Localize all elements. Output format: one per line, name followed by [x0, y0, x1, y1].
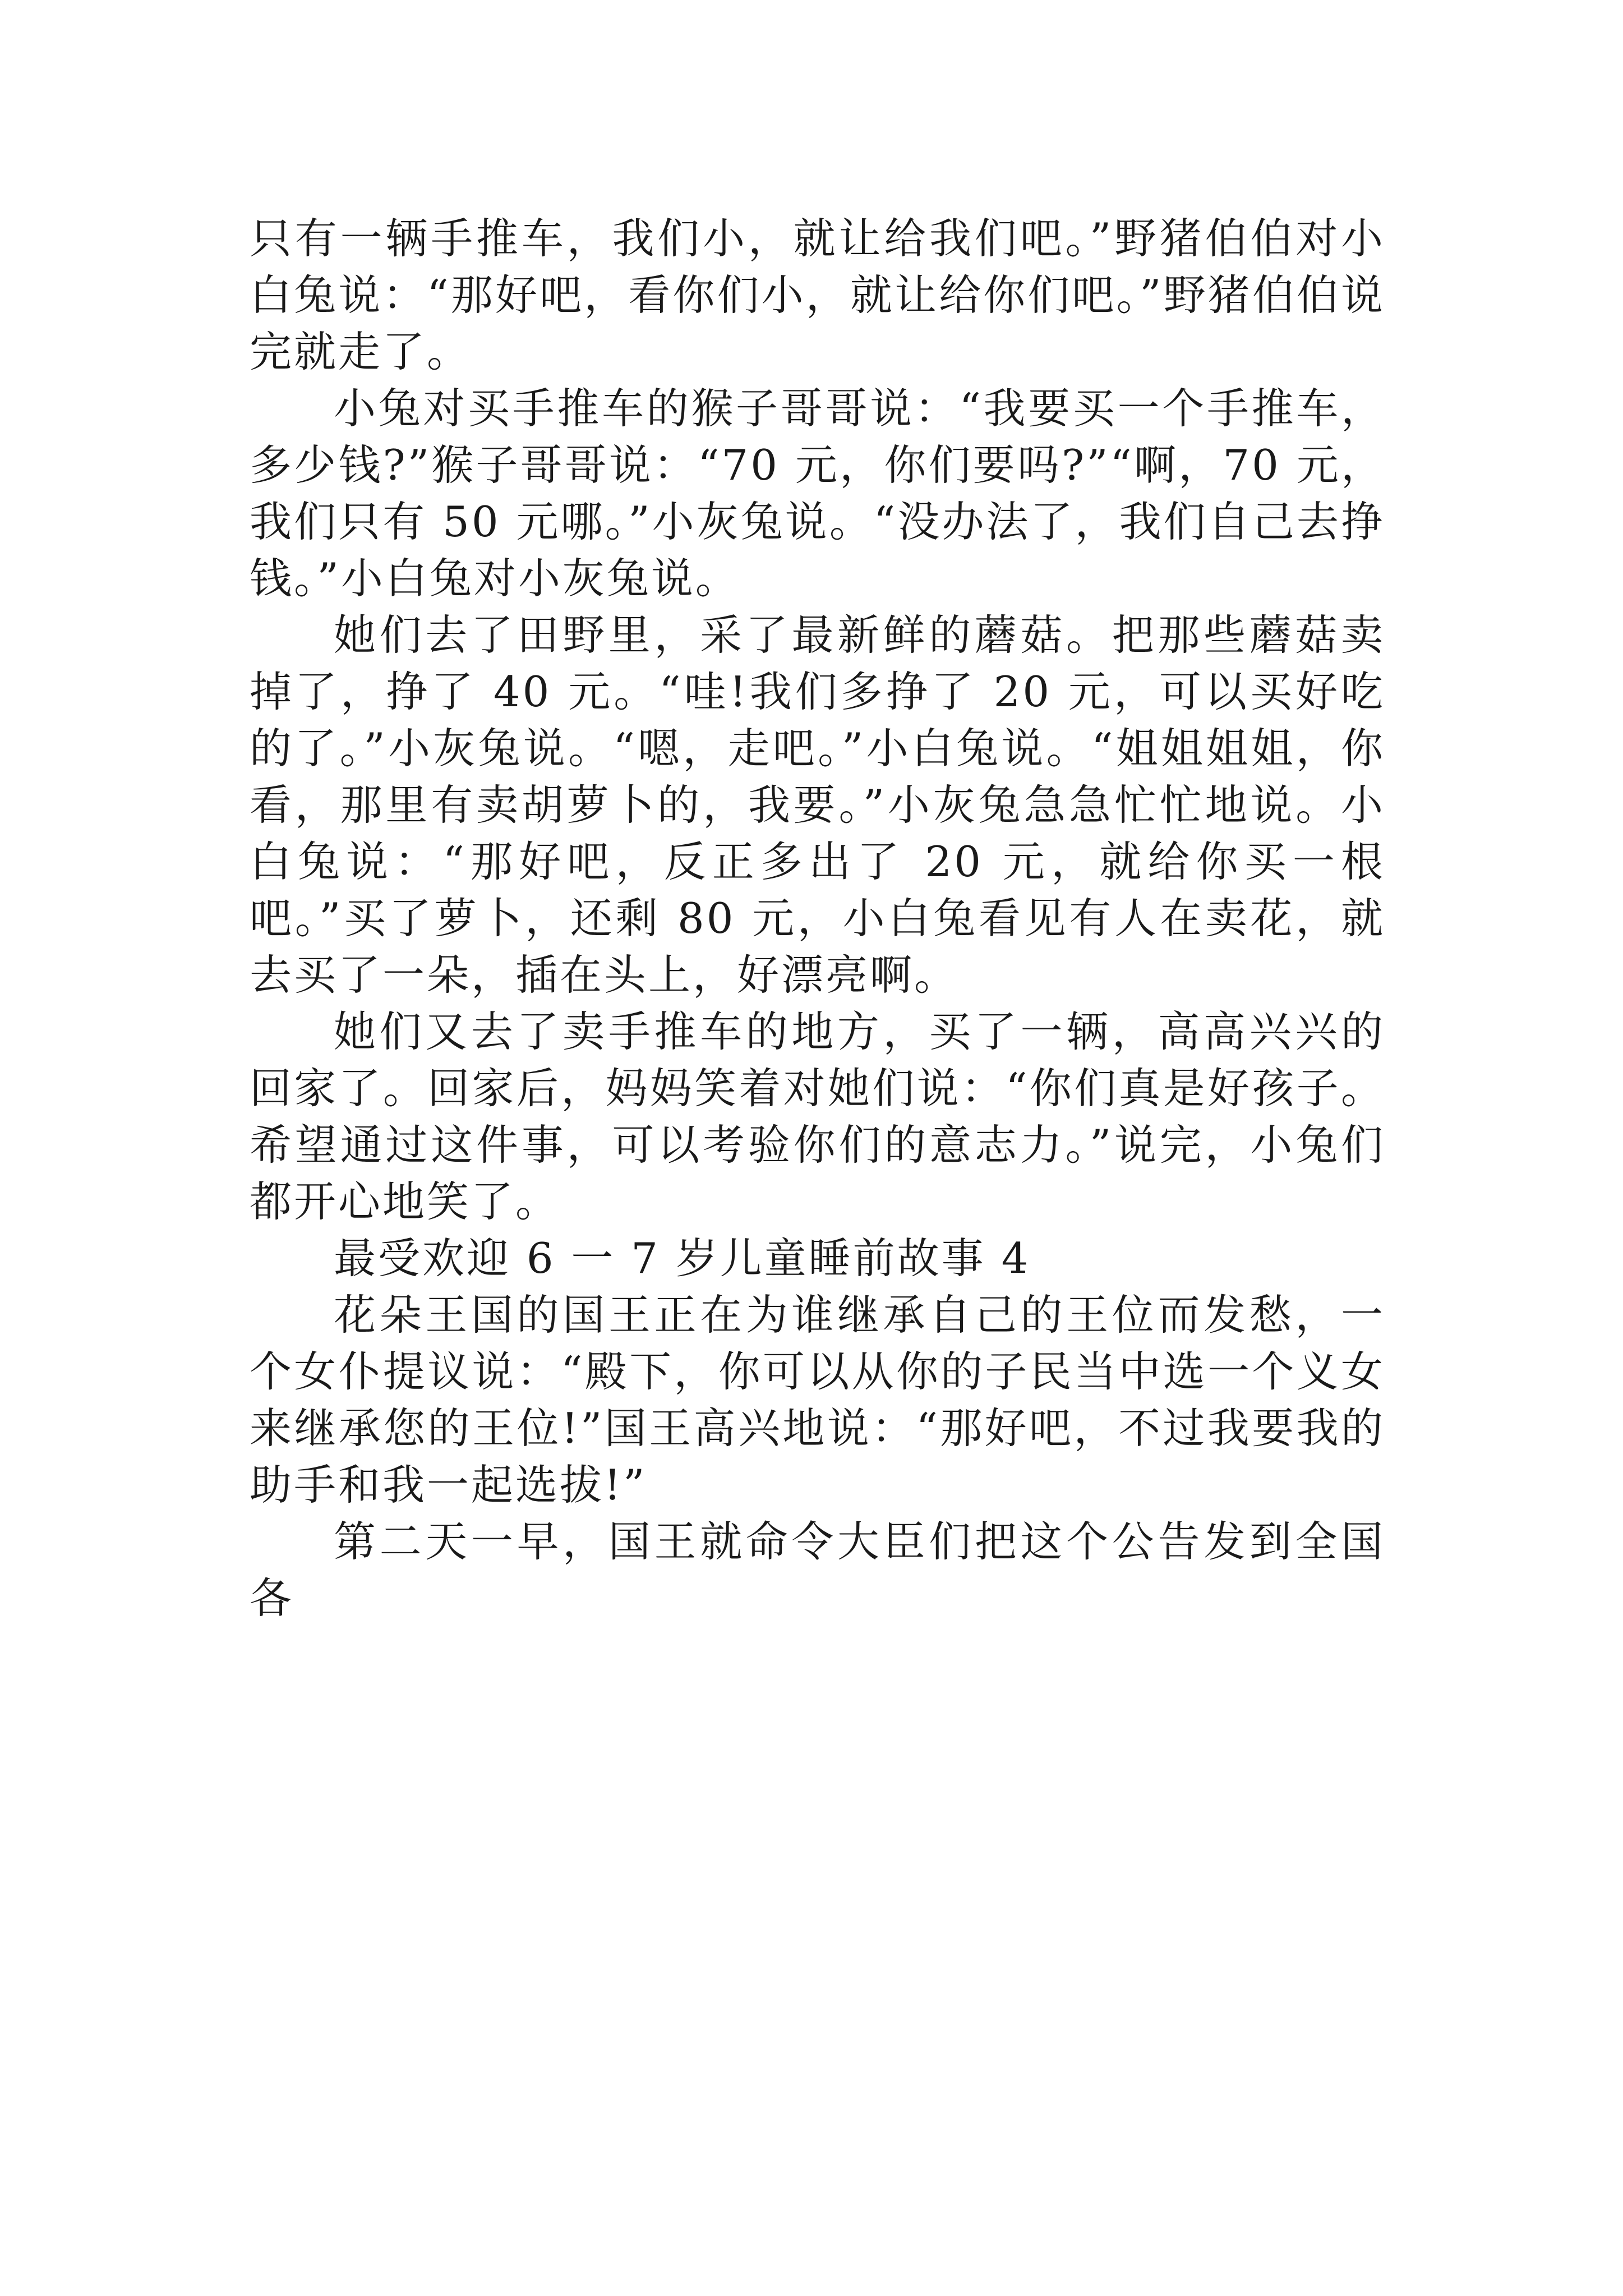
- paragraph: 第二天一早，国王就命令大臣们把这个公告发到全国各: [250, 1517, 1385, 1623]
- paragraph: 花朵王国的国王正在为谁继承自己的王位而发愁，一个女仆提议说：“殿下，你可以从你的子民当中选一个义女来继承您的王位!”国王高兴地说：“那好吧，不过我要我的助手和我一起选拔!”: [250, 1290, 1385, 1510]
- paragraph: 她们去了田野里，采了最新鲜的蘑菇。把那些蘑菇卖掉了，挣了 40 元。“哇!我们多挣了 20 元，可以买好吃的了。”小灰兔说。“嗯，走吧。”小白兔说。“姐姐姐姐，你看，那里有卖胡萝卜的，我要。”小灰兔急急忙忙地说。小白兔说：“那好吧，反正多出了 20 元，就给你买一根吧。”买了萝卜，还剩 80 元，小白兔看见有人在卖花，就去买了一朵，插在头上，好漂亮啊。: [250, 610, 1385, 1000]
- paragraph-continuation: 只有一辆手推车，我们小，就让给我们吧。”野猪伯伯对小白兔说：“那好吧，看你们小，就让给你们吧。”野猪伯伯说完就走了。: [250, 214, 1385, 376]
- paragraph: 她们又去了卖手推车的地方，买了一辆，高高兴兴的回家了。回家后，妈妈笑着对她们说：“你们真是好孩子。希望通过这件事，可以考验你们的意志力。”说完，小兔们都开心地笑了。: [250, 1007, 1385, 1226]
- document-body: [250, 210, 1385, 1627]
- story-heading: 最受欢迎 6 一 7 岁儿童睡前故事 4: [334, 1234, 1031, 1283]
- paragraph: 小兔对买手推车的猴子哥哥说：“我要买一个手推车，多少钱?”猴子哥哥说：“70 元，你们要吗?”“啊，70 元，我们只有 50 元哪。”小灰兔说。“没办法了，我们自己去挣钱。”小白兔对小灰兔说。: [250, 384, 1385, 603]
